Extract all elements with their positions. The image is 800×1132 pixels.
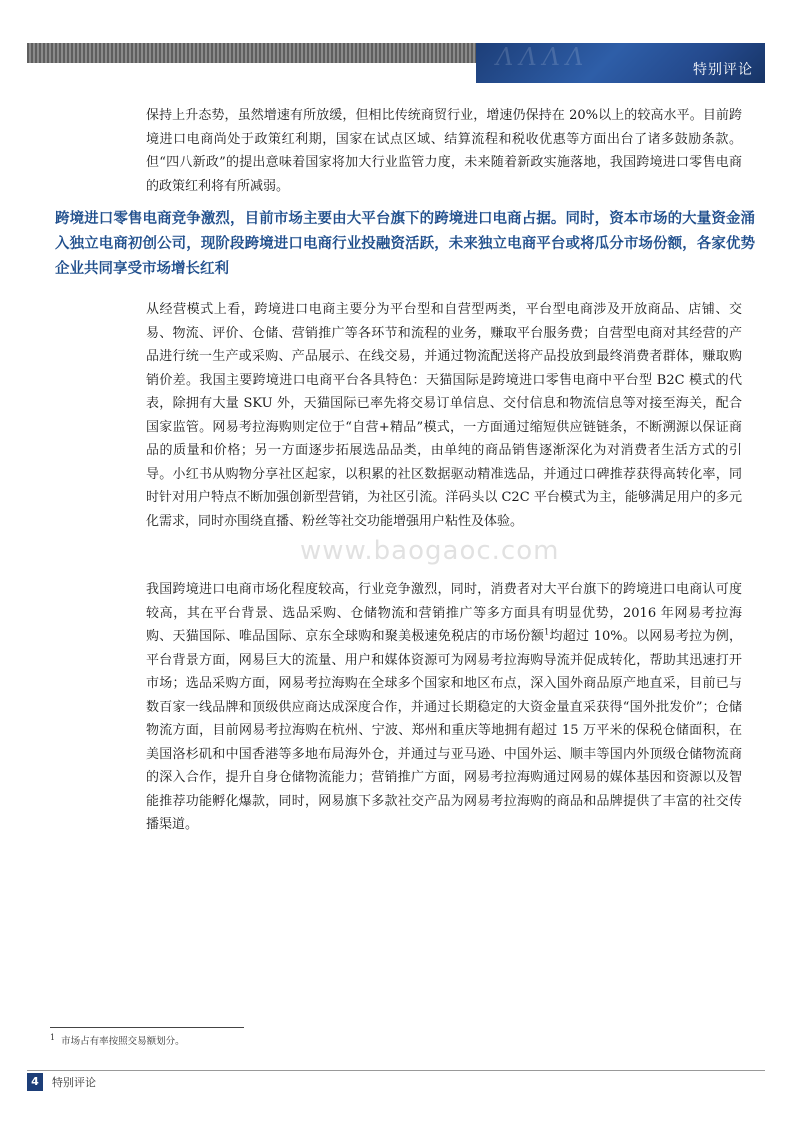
paragraph-market-competition [146, 578, 742, 837]
watermark: www.baogaoc.com [300, 536, 560, 566]
page-number: 4 [27, 1073, 43, 1091]
header-decoration: ΛΛΛΛ [496, 43, 590, 71]
footnote-text: 市场占有率按照交易额划分。 [61, 1036, 185, 1047]
section-heading: 跨境进口零售电商竞争激烈，目前市场主要由大平台旗下的跨境进口电商占据。同时，资本市场的大量资金涌入独立电商初创公司，现阶段跨境进口电商行业投融资活跃，未来独立电商平台或将瓜分市场份额，各家优势企业共同享受市场增长红利 [55, 211, 755, 277]
header-section-title: 特别评论 [693, 62, 753, 78]
paragraph-market-text-before: 我国跨境进口电商市场化程度较高，行业竞争激烈，同时，消费者对大平台旗下的跨境进口电商认可度较高，其在平台背景、选品采购、仓储物流和营销推广等多方面具有明显优势，2016 年网易考拉海购、天猫国际、唯品国际、京东全球购和聚美极速免税店的市场份额 [146, 582, 742, 644]
footnote [50, 1033, 185, 1047]
paragraph-market-text-after: 均超过 10%。以网易考拉为例，平台背景方面，网易巨大的流量、用户和媒体资源可为网易考拉海购导流并促成转化，帮助其迅速打开市场；选品采购方面，网易考拉海购在全球多个国家和地区布点，深入国外商品原产地直采，目前已与数百家一线品牌和顶级供应商达成深度合作，并通过长期稳定的大资金量直采获得“国外批发价”；仓储物流方面，目前网易考拉海购在杭州、宁波、郑州和重庆等地拥有超过 15 万平米的保税仓储面积，在美国洛杉矶和中国香港等多地布局海外仓，并通过与亚马逊、中国外运、顺丰等国内外顶级仓储物流商的深入合作，提升自身仓储物流能力；营销推广方面，网易考拉海购通过网易的媒体基因和资源以及智能推荐功能孵化爆款，同时，网易旗下多款社交产品为网易考拉海购的商品和品牌提供了丰富的社交传播渠道。 [146, 629, 742, 832]
footer-divider [27, 1070, 765, 1071]
footnote-reference[interactable]: 1 [544, 627, 550, 637]
paragraph-business-models: 从经营模式上看，跨境进口电商主要分为平台型和自营型两类，平台型电商涉及开放商品、店铺、交易、物流、评价、仓储、营销推广等各环节和流程的业务，赚取平台服务费；自营型电商对其经营的产品进行统一生产或采购、产品展示、在线交易，并通过物流配送将产品投放到最终消费者群体，赚取购销价差。我国主要跨境进口电商平台各具特色：天猫国际是跨境进口零售电商中平台型 B2C 模式的代表，除拥有大量 SKU 外，天猫国际已率先将交易订单信息、交付信息和物流信息等对接至海关，配合国家监管。网易考拉海购则定位于“自营+精品”模式，一方面通过缩短供应链链条，不断溯源以保证商品的质量和价格；另一方面逐步拓展选品品类，由单纯的商品销售逐渐深化为对消费者生活方式的引导。小红书从购物分享社区起家，以积累的社区数据驱动精准选品，并通过口碑推荐获得高转化率，同时针对用户特点不断加强创新型营销，为社区引流。洋码头以 C2C 平台模式为主，能够满足用户的多元化需求，同时亦围绕直播、粉丝等社交功能增强用户粘性及体验。 [146, 302, 742, 529]
footer-label: 特别评论 [52, 1076, 96, 1089]
footnote-marker: 1 [50, 1032, 56, 1042]
footnote-divider [50, 1027, 244, 1028]
header-section-tab [476, 43, 765, 83]
paragraph-policy: 保持上升态势，虽然增速有所放缓，但相比传统商贸行业，增速仍保持在 20%以上的较高水平。目前跨境进口电商尚处于政策红利期，国家在试点区域、结算流程和税收优惠等方面出台了诸多鼓励条款。但“四八新政”的提出意味着国家将加大行业监管力度，未来随着新政实施落地，我国跨境进口零售电商的政策红利将有所减弱。 [146, 108, 742, 194]
